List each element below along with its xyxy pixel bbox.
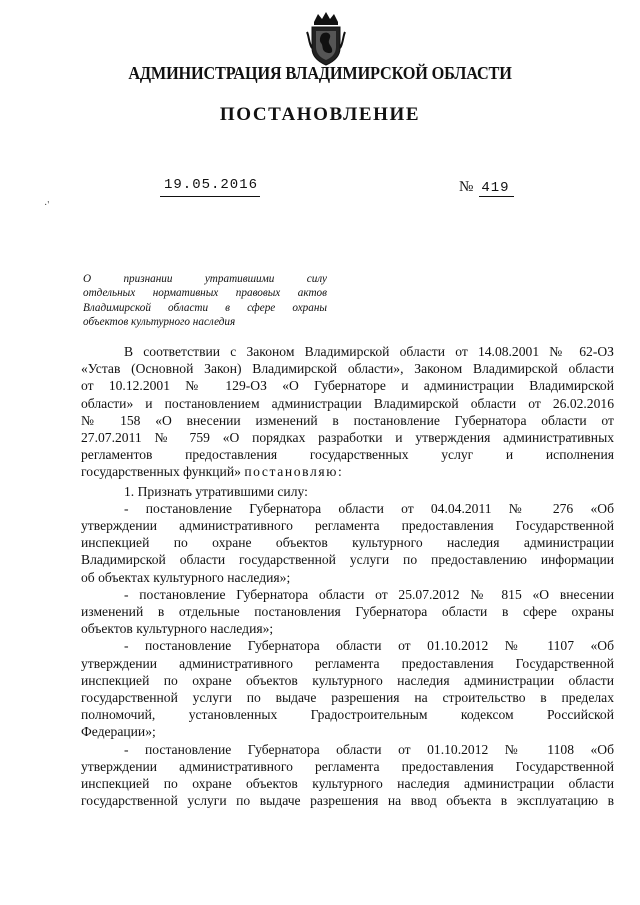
item-line: инспекцией по охране объектов культурного наследия администрации области <box>81 776 614 792</box>
coat-of-arms-icon <box>304 10 348 66</box>
preamble-line <box>81 463 614 480</box>
document-subject <box>83 272 327 330</box>
item-line: государственной услуги по выдаче разрешения на строительство в пределах <box>81 690 614 706</box>
document-number: 419 <box>479 180 513 197</box>
scan-speck: ·' <box>44 200 50 211</box>
preamble-line: В соответствии с Законом Владимирской области от 14.08.2001 № 62-ОЗ <box>124 344 614 359</box>
date-field <box>160 178 260 197</box>
preamble-line: от 10.12.2001 № 129-ОЗ «О Губернаторе и администрации Владимирской <box>81 378 614 394</box>
preamble-line: области» и постановлением администрации Владимирской области от 26.02.2016 <box>81 395 614 411</box>
subject-line: О признании утратившими силу <box>83 273 327 285</box>
subject-line: Владимирской области в сфере охраны <box>83 301 327 314</box>
subject-line: отдельных нормативных правовых актов <box>83 287 327 300</box>
preamble-line: «Устав (Основной Закон) Владимирской области», Законом Владимирской области <box>81 361 614 377</box>
decree-word: постановляю: <box>244 464 344 480</box>
item-line: утверждении административного регламента предоставления Государственной <box>81 758 614 774</box>
item-line: объектов культурного наследия»; <box>81 621 274 637</box>
item-line: об объектах культурного наследия»; <box>81 569 291 585</box>
number-field <box>459 178 514 196</box>
preamble-last: государственных функций» <box>81 464 241 480</box>
item-line: - постановление Губернатора области от 01.10.2012 № 1107 «Об <box>124 638 614 654</box>
subject-line: объектов культурного наследия <box>83 316 236 329</box>
document-date: 19.05.2016 <box>164 177 259 193</box>
item-heading: 1. Признать утратившими силу: <box>124 483 308 499</box>
item-line: полномочий, установленных Градостроительным кодексом Российской <box>81 707 614 723</box>
item-line: утверждении административного регламента предоставления Государственной <box>81 518 614 534</box>
number-sign: № <box>459 179 474 195</box>
item-line: - постановление Губернатора области от 04.04.2011 № 276 «Об <box>124 500 614 516</box>
item-line: инспекцией по охране объектов культурного наследия администрации области <box>81 672 614 688</box>
item-line: утверждении административного регламента предоставления Государственной <box>81 655 614 671</box>
document-type-title: ПОСТАНОВЛЕНИЕ <box>219 104 421 125</box>
item-line: инспекцией по охране объектов культурного наследия администрации <box>81 535 614 551</box>
item-line: государственной услуги по выдаче разрешения на ввод объекта в эксплуатацию в <box>81 793 614 809</box>
item-line: изменений в отдельные постановления Губернатора области в сфере охраны <box>81 604 614 620</box>
organization-title: АДМИНИСТРАЦИЯ ВЛАДИМИРСКОЙ ОБЛАСТИ <box>128 63 512 83</box>
preamble-line: 27.07.2011 № 759 «О порядках разработки и утверждения административных <box>81 430 614 446</box>
item-line: - постановление Губернатора области от 25.07.2012 № 815 «О внесении <box>124 586 614 602</box>
item-line: Федерации»; <box>81 724 156 740</box>
item-line: Владимирской области государственной услуги по предоставлению информации <box>81 552 614 568</box>
document-body <box>81 343 614 809</box>
item-line: - постановление Губернатора области от 01.10.2012 № 1108 «Об <box>124 741 614 757</box>
preamble-line: № 158 «О внесении изменений в постановление Губернатора области от <box>81 412 614 428</box>
preamble-line: регламентов предоставления государственных услуг и исполнения <box>81 447 614 463</box>
